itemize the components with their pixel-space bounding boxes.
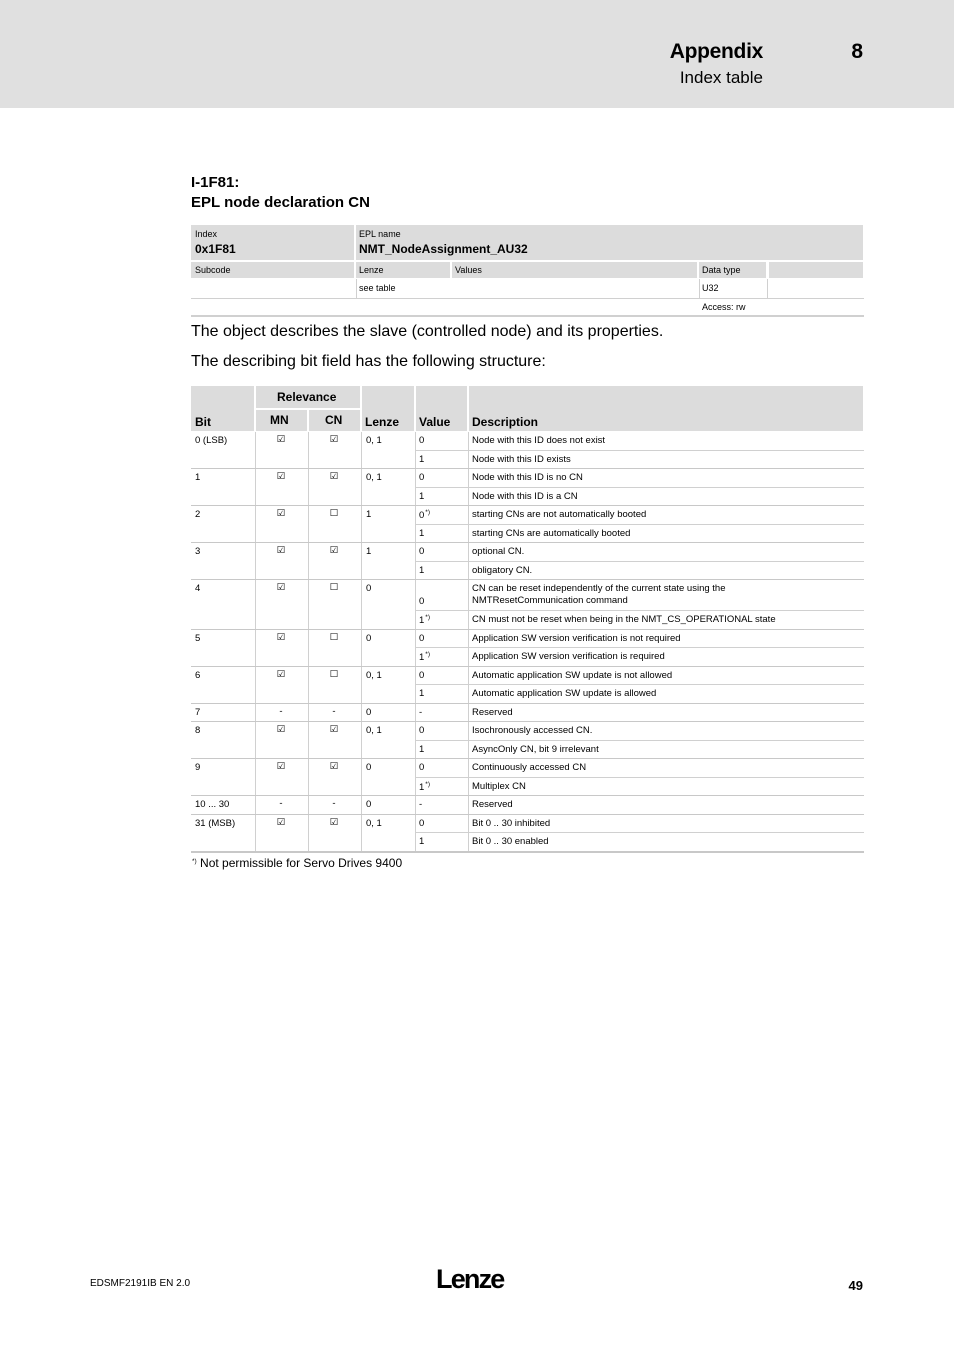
cn-cell: ☑ <box>329 545 339 556</box>
description-cell: obligatory CN. <box>472 564 533 576</box>
description-cell: Reserved <box>472 799 513 810</box>
column-divider <box>361 667 362 704</box>
value-cell <box>419 651 430 663</box>
datatype-label: Data type <box>702 265 741 275</box>
section-title: EPL node declaration CN <box>191 194 370 211</box>
row-divider <box>191 666 864 667</box>
value-text: 1 <box>419 564 425 576</box>
column-divider <box>255 580 256 630</box>
footnote-text: Not permissible for Servo Drives 9400 <box>196 856 403 870</box>
doc-id: EDSMF2191IB EN 2.0 <box>90 1278 191 1289</box>
cn-cell: - <box>332 705 336 717</box>
lenze-logo: Lenze <box>436 1264 504 1294</box>
row-divider <box>191 703 864 704</box>
header-subtitle: Index table <box>679 68 763 87</box>
column-divider <box>361 580 362 630</box>
column-divider <box>361 506 362 543</box>
column-divider <box>415 796 416 815</box>
column-divider <box>415 580 416 630</box>
column-divider <box>255 432 256 469</box>
row-divider <box>191 629 864 630</box>
mn-header: MN <box>270 413 289 427</box>
sub-row-divider <box>416 684 864 685</box>
lenze-cell: 0, 1 <box>366 472 382 483</box>
lenze-cell: 0 <box>366 583 372 594</box>
value-text: 0 <box>419 762 425 773</box>
relevance-header: Relevance <box>277 390 337 404</box>
description-header: Description <box>472 415 539 429</box>
column-divider <box>415 543 416 580</box>
sub-row-divider <box>416 450 864 451</box>
mn-cell: - <box>279 798 283 809</box>
description-cell: optional CN. <box>472 546 525 557</box>
column-divider <box>468 580 469 630</box>
column-divider <box>255 469 256 506</box>
column-divider <box>468 759 469 796</box>
row-divider <box>191 542 864 543</box>
cn-header: CN <box>325 413 343 427</box>
intro-paragraph: The object describes the slave (controlled node) and its properties. <box>191 323 664 340</box>
bit-cell: 9 <box>195 762 201 773</box>
value-text: 0 <box>419 435 425 446</box>
mn-cell: ☑ <box>276 434 286 445</box>
column-divider <box>308 630 309 667</box>
column-divider <box>468 796 469 815</box>
value-cell <box>419 633 424 644</box>
mn-cell: ☑ <box>276 816 286 828</box>
cn-cell: ☑ <box>329 471 339 482</box>
column-divider <box>415 759 416 796</box>
column-divider <box>255 722 256 759</box>
page-number: 49 <box>848 1278 863 1293</box>
description-cell: starting CNs are automatically booted <box>472 527 631 539</box>
cn-cell: ☑ <box>329 434 339 445</box>
value-cell <box>419 707 422 718</box>
cn-cell: ☑ <box>329 816 339 828</box>
lenze-cell: 0 <box>366 799 372 810</box>
column-divider <box>308 796 309 815</box>
column-divider <box>468 432 469 469</box>
value-text: 1 <box>419 527 425 539</box>
header-title: Appendix <box>669 40 763 63</box>
cn-cell: ☑ <box>329 761 339 772</box>
lenze-cell: 0, 1 <box>366 817 382 829</box>
value-cell <box>419 744 424 755</box>
section-id: I-1F81: <box>191 174 240 191</box>
value-cell <box>419 818 424 829</box>
index-label: Index <box>195 229 218 239</box>
lenze-cell: 0 <box>366 706 372 718</box>
column-divider <box>308 432 309 469</box>
column-divider <box>361 704 362 723</box>
note-mark: *) <box>425 651 430 658</box>
value-text: 1 <box>419 836 425 847</box>
column-divider <box>308 580 309 630</box>
subcode-label: Subcode <box>195 265 231 275</box>
mn-cell: ☑ <box>276 761 286 772</box>
bit-cell: 2 <box>195 509 201 520</box>
description-cell: Application SW version verification is not required <box>472 632 681 644</box>
note-mark: *) <box>425 614 430 621</box>
column-divider <box>308 759 309 796</box>
value-header: Value <box>419 415 451 429</box>
lenze-header: Lenze <box>365 415 400 429</box>
value-cell <box>419 836 424 847</box>
value-cell <box>419 435 424 446</box>
column-divider <box>308 704 309 723</box>
lenze-cell: 0, 1 <box>366 435 382 446</box>
value-text: - <box>419 706 423 718</box>
mn-cell: ☑ <box>276 545 286 556</box>
value-text: 0 <box>419 546 425 557</box>
column-divider <box>468 722 469 759</box>
lenze-cell: 0 <box>366 632 372 644</box>
access-value: Access: rw <box>702 302 746 312</box>
column-divider <box>361 815 362 852</box>
sub-row-divider <box>416 740 864 741</box>
column-divider <box>308 815 309 852</box>
description-cell: CN must not be reset when being in the NMT_CS_OPERATIONAL state <box>472 614 776 625</box>
sub-row-divider <box>416 610 864 611</box>
datatype-value: U32 <box>702 283 719 293</box>
value-text: 1 <box>419 615 425 626</box>
cn-cell: ☐ <box>329 508 339 519</box>
value-cell <box>419 509 430 521</box>
column-divider <box>415 469 416 506</box>
bit-cell: 6 <box>195 669 201 681</box>
column-divider <box>415 815 416 852</box>
bit-cell: 4 <box>195 583 201 594</box>
column-divider <box>468 469 469 506</box>
row-divider <box>191 721 864 722</box>
mn-cell: ☑ <box>276 631 286 643</box>
bit-header: Bit <box>195 415 211 429</box>
lenze-cell: 0, 1 <box>366 725 382 736</box>
column-divider <box>255 630 256 667</box>
value-text: 0 <box>419 596 425 607</box>
column-divider <box>361 432 362 469</box>
description-cell: Multiplex CN <box>472 780 526 792</box>
description-cell: Node with this ID does not exist <box>472 435 606 446</box>
bit-cell: 31 (MSB) <box>195 817 236 829</box>
cn-cell: ☐ <box>329 631 339 643</box>
bit-cell: 7 <box>195 706 201 718</box>
column-divider <box>255 815 256 852</box>
column-divider <box>308 469 309 506</box>
description-cell-line2: NMTResetCommunication command <box>472 595 628 606</box>
column-divider <box>468 543 469 580</box>
column-divider <box>415 630 416 667</box>
column-divider <box>308 667 309 704</box>
lenze-cell: 1 <box>366 509 372 520</box>
value-text: 0 <box>419 817 425 829</box>
lenze-cell: 1 <box>366 546 372 557</box>
value-text: 0 <box>419 669 425 681</box>
value-cell <box>419 614 430 626</box>
value-cell <box>419 528 424 539</box>
column-divider <box>361 543 362 580</box>
column-divider <box>361 469 362 506</box>
row-divider <box>191 579 864 580</box>
values-label: Values <box>455 265 482 275</box>
value-cell <box>419 762 424 773</box>
column-divider <box>468 704 469 723</box>
value-text: 1 <box>419 781 425 793</box>
value-cell <box>419 670 424 681</box>
cn-cell: ☐ <box>329 668 339 680</box>
chapter-number: 8 <box>851 40 863 63</box>
mn-cell: ☑ <box>276 508 286 519</box>
column-divider <box>308 543 309 580</box>
eplname-value: NMT_NodeAssignment_AU32 <box>359 242 528 256</box>
mn-cell: ☑ <box>276 471 286 482</box>
description-cell: Automatic application SW update is allowed <box>472 688 657 699</box>
cn-cell: ☐ <box>329 582 339 593</box>
row-divider <box>191 468 864 469</box>
value-cell <box>419 725 424 736</box>
column-divider <box>255 667 256 704</box>
mn-cell: ☑ <box>276 724 286 735</box>
value-cell <box>419 565 424 576</box>
value-cell <box>419 799 422 810</box>
cn-cell: ☑ <box>329 724 339 735</box>
column-divider <box>255 704 256 723</box>
lenze-value: see table <box>359 283 396 293</box>
bit-cell: 3 <box>195 546 201 557</box>
value-cell <box>419 491 424 502</box>
mn-cell: ☑ <box>276 582 286 593</box>
column-divider <box>415 704 416 723</box>
column-divider <box>468 815 469 852</box>
bit-cell: 8 <box>195 725 201 736</box>
column-divider <box>361 759 362 796</box>
description-cell: Bit 0 .. 30 inhibited <box>472 817 551 829</box>
value-text: - <box>419 799 423 810</box>
column-divider <box>468 667 469 704</box>
header-band <box>0 0 954 108</box>
description-cell: CN can be reset independently of the current state using the <box>472 583 726 594</box>
note-mark: *) <box>425 509 430 516</box>
column-divider <box>308 722 309 759</box>
column-divider <box>415 506 416 543</box>
sub-row-divider <box>416 487 864 488</box>
value-text: 0 <box>419 632 425 644</box>
value-text: 1 <box>419 453 425 465</box>
value-cell <box>419 454 424 465</box>
lenze-label: Lenze <box>359 265 384 275</box>
column-divider <box>361 630 362 667</box>
structure-paragraph: The describing bit field has the following structure: <box>191 353 546 370</box>
column-divider <box>255 759 256 796</box>
description-cell: Automatic application SW update is not allowed <box>472 669 673 681</box>
sub-row-divider <box>416 777 864 778</box>
column-divider <box>415 667 416 704</box>
sub-row-divider <box>416 524 864 525</box>
row-divider <box>191 505 864 506</box>
column-divider <box>361 722 362 759</box>
lenze-cell: 0, 1 <box>366 669 382 681</box>
value-text: 0 <box>419 510 425 521</box>
description-cell: Isochronously accessed CN. <box>472 725 593 736</box>
value-text: 1 <box>419 490 425 502</box>
index-value: 0x1F81 <box>195 242 236 256</box>
value-cell <box>419 596 424 607</box>
description-cell: Continuously accessed CN <box>472 762 587 773</box>
column-divider <box>468 630 469 667</box>
value-text: 1 <box>419 743 425 755</box>
value-cell <box>419 472 424 483</box>
bit-cell: 10 ... 30 <box>195 799 230 810</box>
description-cell: Application SW version verification is required <box>472 651 665 662</box>
value-cell <box>419 688 424 699</box>
eplname-label: EPL name <box>359 229 401 239</box>
description-cell: starting CNs are not automatically booted <box>472 509 647 520</box>
bit-cell: 5 <box>195 632 201 644</box>
description-cell: AsyncOnly CN, bit 9 irrelevant <box>472 743 599 755</box>
sub-row-divider <box>416 647 864 648</box>
sub-row-divider <box>416 561 864 562</box>
value-text: 0 <box>419 472 425 483</box>
row-divider <box>191 758 864 759</box>
column-divider <box>308 506 309 543</box>
column-divider <box>255 543 256 580</box>
footnote <box>191 856 402 870</box>
column-divider <box>255 506 256 543</box>
row-divider <box>191 851 864 853</box>
column-divider <box>361 796 362 815</box>
value-text: 1 <box>419 652 425 663</box>
mn-cell: ☑ <box>276 668 286 680</box>
value-cell <box>419 781 430 793</box>
sub-row-divider <box>416 832 864 833</box>
value-text: 0 <box>419 725 425 736</box>
value-text: 1 <box>419 688 425 699</box>
cn-cell: - <box>332 798 336 809</box>
bit-cell: 0 (LSB) <box>195 435 228 446</box>
column-divider <box>415 432 416 469</box>
column-divider <box>468 506 469 543</box>
mn-cell: - <box>279 705 283 717</box>
lenze-cell: 0 <box>366 762 372 773</box>
note-mark: *) <box>425 780 430 788</box>
row-divider <box>191 795 864 796</box>
column-divider <box>255 796 256 815</box>
description-cell: Node with this ID is a CN <box>472 490 578 502</box>
description-cell: Bit 0 .. 30 enabled <box>472 836 549 847</box>
description-cell: Node with this ID is no CN <box>472 472 583 483</box>
row-divider <box>191 814 864 815</box>
column-divider <box>415 722 416 759</box>
description-cell: Reserved <box>472 706 513 718</box>
bit-cell: 1 <box>195 472 201 483</box>
description-cell: Node with this ID exists <box>472 453 571 465</box>
footnote-mark: *) <box>192 858 197 865</box>
value-cell <box>419 546 424 557</box>
